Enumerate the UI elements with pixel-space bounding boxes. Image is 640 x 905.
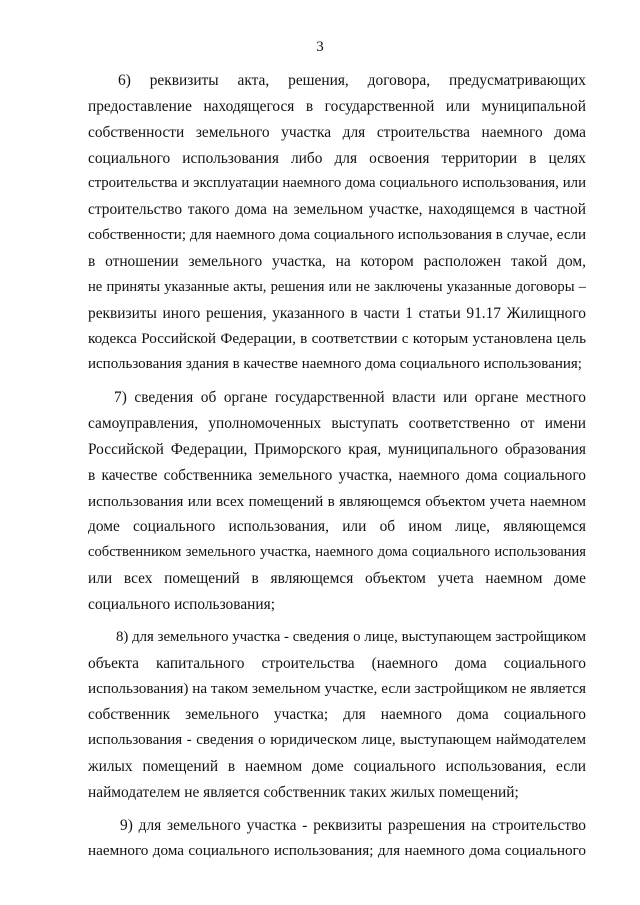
text-line: или всех помещений в являющемся объектом учета наемном доме (88, 570, 586, 588)
text-line: предоставление находящегося в государственной или муниципальной (88, 97, 586, 115)
text-line: собственности; для наемного дома социального использования в случае, если (88, 227, 586, 244)
text-line: собственником земельного участка, наемного дома социального использования (88, 544, 586, 561)
text-line: не приняты указанные акты, решения или не заключены указанные договоры – (88, 278, 586, 295)
text-line: собственник земельного участка; для наемного дома социального (88, 706, 586, 724)
text-line: жилых помещений в наемном доме социального использования, если (88, 757, 586, 775)
text-line: строительство такого дома на земельном участке, находящемся в частной (88, 201, 586, 219)
text-line: в качестве собственника земельного участка, наемного дома социального (88, 466, 586, 484)
paragraph-item-9 (88, 813, 586, 865)
text-line: кодекса Российской Федерации, в соответствии с которым установлена цель (88, 330, 586, 348)
page-number: 3 (316, 39, 324, 55)
text-line: строительства и эксплуатации наемного дома социального использования, или (88, 175, 586, 192)
text-line: социального использования; (88, 595, 275, 613)
text-line: наймодателем не является собственник таких жилых помещений; (88, 783, 519, 801)
text-line: социального использования либо для освоения территории в целях (88, 149, 586, 167)
text-line: 7) сведения об органе государственной власти или органе местного (114, 389, 586, 407)
text-line: 9) для земельного участка - реквизиты разрешения на строительство (120, 816, 586, 834)
text-line: использования) на таком земельном участке, если застройщиком не является (88, 680, 586, 698)
paragraph-item-6 (88, 68, 586, 378)
text-line: объекта капитального строительства (наемного дома социального (88, 654, 586, 672)
document-body (88, 68, 586, 864)
text-line: использования здания в качестве наемного дома социального использования; (88, 356, 582, 373)
text-line: 6) реквизиты акта, решения, договора, предусматривающих (118, 72, 586, 89)
text-line: реквизиты иного решения, указанного в части 1 статьи 91.17 Жилищного (88, 304, 586, 322)
text-line: доме социального использования, или об ином лице, являющемся (88, 518, 586, 536)
text-line: 8) для земельного участка - сведения о лице, выступающем застройщиком (116, 628, 586, 645)
text-line: самоуправления, уполномоченных выступать соответственно от имени (88, 414, 586, 432)
text-line: в отношении земельного участка, на котором расположен такой дом, (88, 252, 586, 270)
text-line: использования - сведения о юридическом лице, выступающем наймодателем (88, 732, 586, 749)
text-line: собственности земельного участка для строительства наемного дома (88, 123, 586, 141)
text-line: использования или всех помещений в являющемся объектом учета наемном (88, 492, 586, 510)
paragraph-item-8 (88, 625, 586, 806)
paragraph-item-7 (88, 385, 586, 618)
text-line: наемного дома социального использования; для наемного дома социального (88, 842, 586, 860)
text-line: Российской Федерации, Приморского края, муниципального образования (88, 440, 586, 458)
